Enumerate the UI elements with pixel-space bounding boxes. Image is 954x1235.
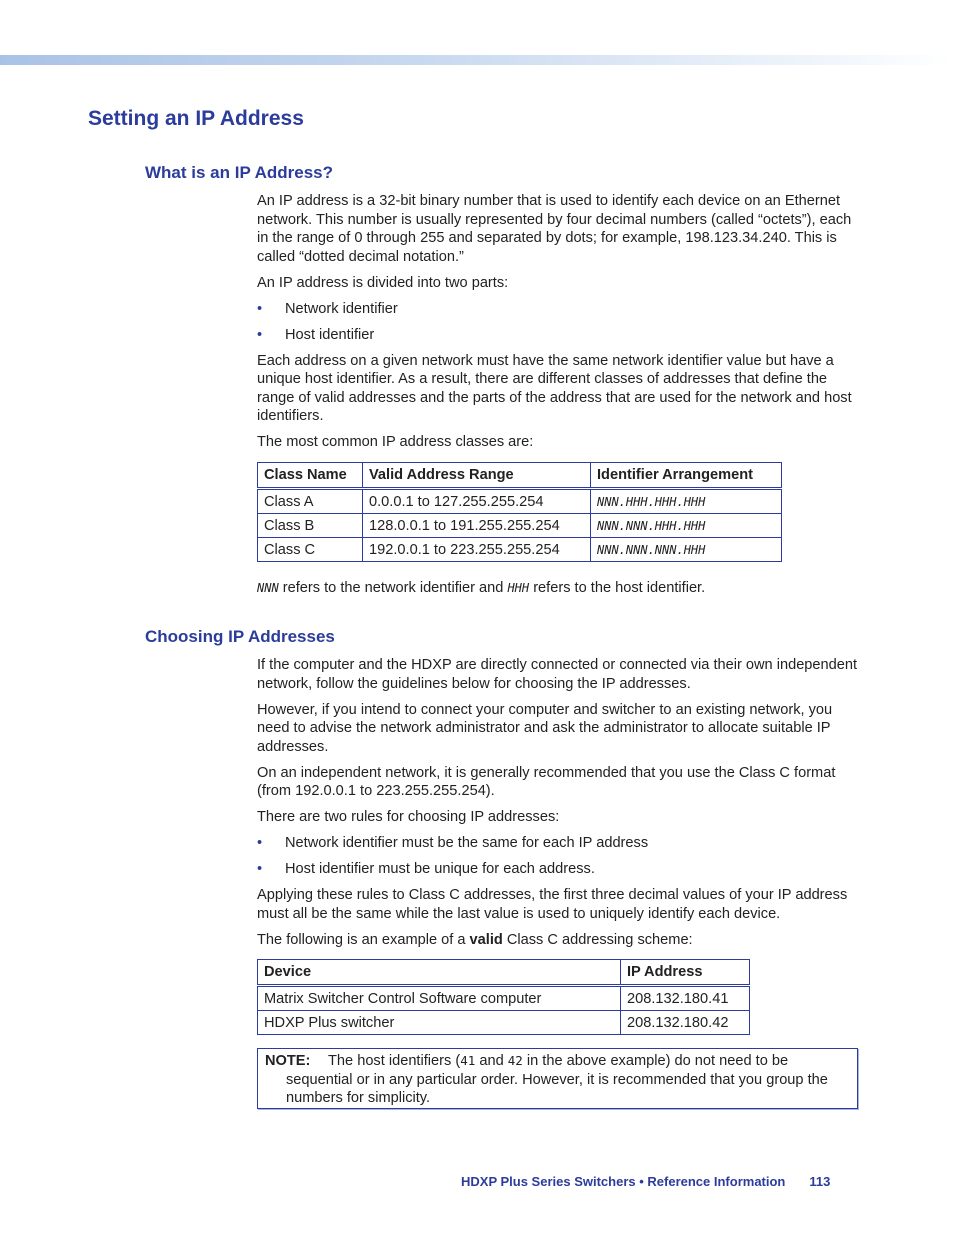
- text-run: in the above example) do not need to be sequential or in any particular order. However, it is recommended that you group the numbers for simplicity.: [286, 1053, 828, 1106]
- text-run: The following is an example of a: [257, 931, 470, 948]
- ip-example-table: [257, 959, 750, 1035]
- table-header-row: [258, 960, 750, 986]
- note-box: [257, 1048, 858, 1109]
- page-title: Setting an IP Address: [88, 107, 304, 130]
- table-cell: Class B: [258, 514, 363, 538]
- legend-nnn: NNN: [257, 581, 279, 595]
- list-item: [257, 300, 862, 319]
- bold-text: valid: [469, 931, 503, 948]
- table-row: [258, 514, 782, 538]
- list-item: [257, 860, 862, 879]
- legend-text: refers to the network identifier and: [278, 580, 508, 596]
- table-row: [258, 538, 782, 562]
- section1-body: [257, 192, 862, 459]
- table-header-cell: Identifier Arrangement: [597, 467, 753, 483]
- paragraph: Applying these rules to Class C addresses, the first three decimal values of your IP address must all be the same while the last value is used to uniquely identify each device.: [257, 887, 848, 922]
- table-cell: 192.0.0.1 to 223.255.255.254: [363, 538, 591, 562]
- legend-text: refers to the host identifier.: [529, 580, 706, 596]
- list-item-text: Network identifier: [285, 300, 398, 317]
- list-item-text: Network identifier must be the same for each IP address: [285, 835, 649, 851]
- footer-title: HDXP Plus Series Switchers • Reference Information: [461, 1174, 786, 1189]
- table-header-cell: Device: [258, 960, 621, 986]
- paragraph: However, if you intend to connect your computer and switcher to an existing network, you need to advise the network administrator and ask the administrator to allocate suitable IP addresses.: [257, 701, 833, 755]
- page-footer: [461, 1174, 830, 1189]
- paragraph: An IP address is a 32-bit binary number that is used to identify each device on an Ethernet network. This number is usually represented by four decimal numbers (called “octets”), each in the range of 0 through 255 and separated by dots; for example, 198.123.34.240. This is called “dotted decimal notation.”: [257, 193, 852, 265]
- page-number: 113: [809, 1174, 831, 1189]
- table-cell: 208.132.180.41: [621, 986, 750, 1011]
- table-cell: Class A: [258, 489, 363, 514]
- text-run: The host identifiers (: [328, 1053, 461, 1069]
- header-gradient-bar: [0, 55, 954, 65]
- text-run: Class C addressing scheme:: [502, 931, 693, 948]
- paragraph: The most common IP address classes are:: [257, 434, 534, 450]
- table-cell: NNN.NNN.NNN.HHH: [591, 538, 782, 562]
- note-label: NOTE:: [265, 1053, 311, 1069]
- paragraph: [257, 931, 862, 950]
- paragraph: On an independent network, it is generally recommended that you use the Class C format (from 192.0.0.1 to 223.255.255.254).: [257, 764, 836, 799]
- table-header-cell: Valid Address Range: [363, 463, 591, 489]
- legend-hhh: HHH: [507, 581, 530, 595]
- table-cell: HDXP Plus switcher: [258, 1011, 621, 1035]
- section2-body: [257, 656, 862, 957]
- code-text: 42: [507, 1053, 523, 1068]
- text-run: and: [475, 1053, 508, 1069]
- table-row: [258, 489, 782, 514]
- paragraph: Each address on a given network must have the same network identifier value but have a unique host identifier. As a result, there are different classes of addresses that define the range of valid addresses and the parts of the address that are used for the network and host identifiers.: [257, 352, 852, 424]
- table-header-cell: Class Name: [258, 463, 363, 489]
- paragraph: An IP address is divided into two parts:: [257, 274, 509, 291]
- list-item: [257, 326, 862, 345]
- code-text: 41: [460, 1053, 476, 1068]
- ip-class-table: [257, 462, 782, 562]
- note-text: [286, 1052, 849, 1108]
- paragraph: If the computer and the HDXP are directly connected or connected via their own independent network, follow the guidelines below for choosing the IP addresses.: [257, 657, 858, 692]
- list-item: [257, 834, 862, 853]
- table-row: [258, 986, 750, 1011]
- table-cell: NNN.NNN.HHH.HHH: [591, 514, 782, 538]
- table-header-row: [258, 463, 782, 489]
- bullet-icon: •: [257, 326, 263, 343]
- table-row: [258, 1011, 750, 1035]
- paragraph: [257, 579, 862, 598]
- section-heading-what-is-ip: What is an IP Address?: [145, 163, 333, 182]
- table-cell: Class C: [258, 538, 363, 562]
- bullet-icon: •: [257, 300, 263, 317]
- table-legend: [257, 579, 862, 605]
- table-cell: 208.132.180.42: [621, 1011, 750, 1035]
- table-header-cell: IP Address: [627, 964, 703, 980]
- table-cell: 0.0.0.1 to 127.255.255.254: [363, 489, 591, 514]
- bullet-icon: •: [257, 835, 263, 851]
- list-item-text: Host identifier must be unique for each address.: [285, 861, 595, 877]
- section-heading-choosing-ip: Choosing IP Addresses: [145, 627, 335, 646]
- list-item-text: Host identifier: [285, 326, 375, 343]
- table-cell: NNN.HHH.HHH.HHH: [591, 489, 782, 514]
- table-cell: 128.0.0.1 to 191.255.255.254: [363, 514, 591, 538]
- paragraph: There are two rules for choosing IP addresses:: [257, 809, 560, 825]
- bullet-icon: •: [257, 861, 263, 877]
- table-cell: Matrix Switcher Control Software computer: [258, 986, 621, 1011]
